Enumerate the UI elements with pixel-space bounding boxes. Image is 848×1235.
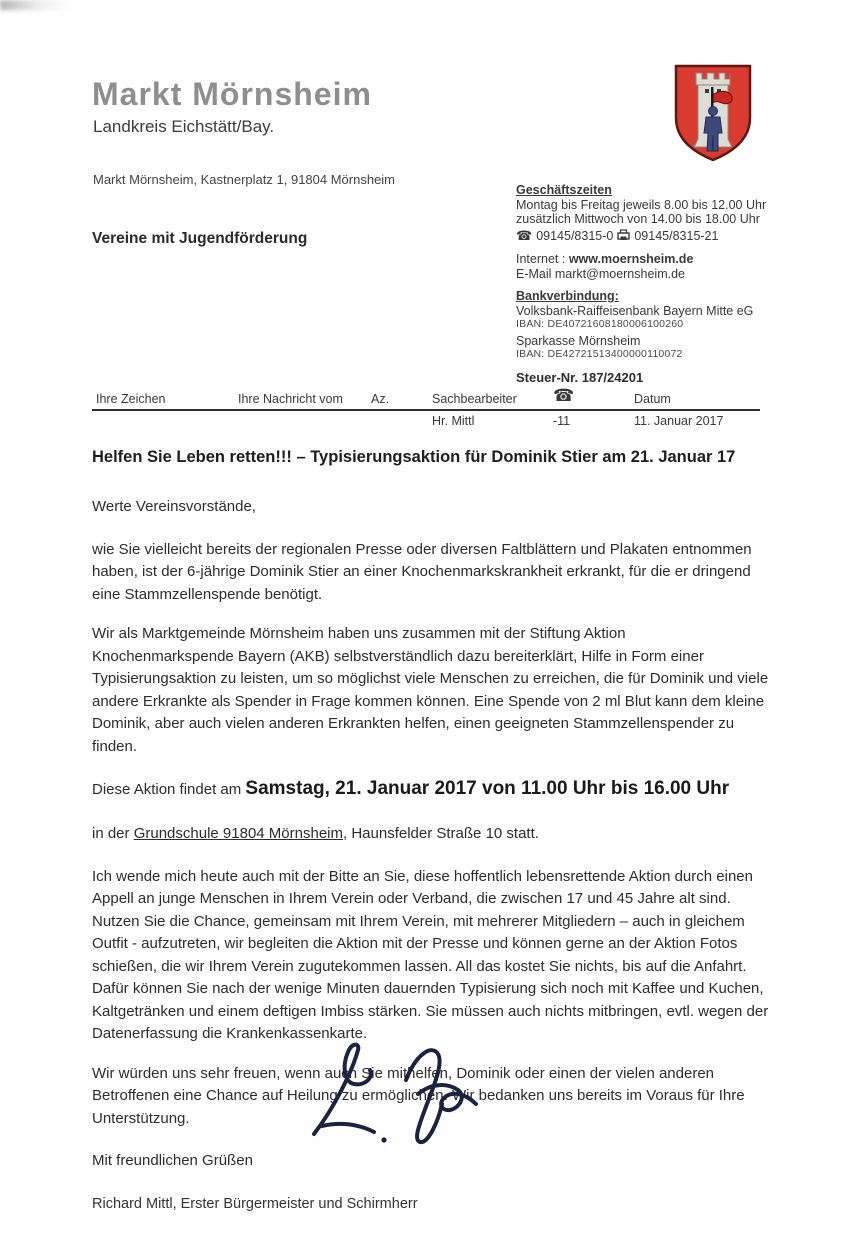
event-datetime: Samstag, 21. Januar 2017 von 11.00 Uhr bis 16.00 Uhr: [245, 778, 730, 799]
table-rule: [92, 409, 760, 411]
bank2-iban: IBAN: DE42721513400000110072: [516, 348, 683, 360]
paragraph-4: Wir würden uns sehr freuen, wenn auch Sie mithelfen, Dominik oder einen der vielen anderen Betroffenen eine Chance auf Heilung zu ermöglichen. Wir bedanken uns bereits im Voraus für Ihre Unterstützung.: [92, 1064, 745, 1127]
value-sachbearbeiter: Hr. Mittl: [432, 414, 475, 428]
sender-address-line: Markt Mörnsheim, Kastnerplatz 1, 91804 Mörnsheim: [93, 172, 396, 187]
event-date-line: [92, 775, 770, 803]
office-hours-line1: Montag bis Freitag jeweils 8.00 bis 12.00 Uhr: [516, 197, 767, 212]
closing-line: Mit freundlichen Grüßen: [92, 1152, 253, 1169]
paragraph-3: Ich wende mich heute auch mit der Bitte an Sie, diese hoffentlich lebensrettende Aktion durch einen Appell an junge Menschen in Ihrem Verein oder Verband, die zwischen 17 und 45 Jahre alt sind. Nutzen Sie die Chance, gemeinsam mit Ihrem Verein, mit mehrerer Mitgliedern – auch in gleichem Outfit - aufzutreten, wir begleiten die Aktion mit der Presse und können gerne an der Aktion Fotos schießen, die wir Ihrem Verein zugutekommen lassen. All das kostet Sie nichts, bis auf die Anfahrt. Dafür können Sie nach der wenige Minuten dauernden Typisierung sich noch mit Kaffee und Kuchen, Kaltgetränken und einem deftigen Imbiss stärken. Sie müssen auch nichts mitbringen, evtl. wegen der Datenerfassung die Krankenkassenkarte.: [92, 867, 769, 1042]
col-sachbearbeiter: Sachbearbeiter: [432, 392, 517, 406]
org-name: Markt Mörnsheim: [92, 76, 372, 112]
event-location-line: [92, 823, 770, 846]
office-hours-title: Geschäftszeiten: [516, 183, 612, 197]
office-hours-block: [516, 184, 768, 244]
crest-banner: [712, 91, 732, 103]
event-location-prefix: in der: [92, 825, 134, 842]
reference-table: [92, 386, 760, 430]
paragraph-1: wie Sie vielleicht bereits der regionalen Presse oder diversen Faltblättern und Plakaten entnommen haben, ist der 6-jährige Dominik Stier an einer Knochenmarkskrankheit erkrankt, für die er dringend eine Stammzellenspende benötigt.: [92, 540, 752, 603]
event-location: Grundschule 91804 Mörnsheim: [133, 825, 343, 842]
value-datum: 11. Januar 2017: [634, 414, 724, 428]
org-subtitle: Landkreis Eichstätt/Bay.: [93, 117, 275, 136]
event-location-suffix: , Haunsfelder Straße 10 statt.: [343, 825, 539, 842]
bank1-name: Volksbank-Raiffeisenbank Bayern Mitte eG: [516, 303, 754, 318]
coat-of-arms-icon: [672, 63, 754, 163]
web-contact-block: [516, 253, 768, 281]
email-link[interactable]: E-Mail markt@moernsheim.de: [516, 266, 685, 281]
letterhead-info-column: [516, 184, 768, 384]
phone-icon: ☎: [553, 386, 575, 405]
fax-icon: [617, 229, 630, 245]
office-hours-line2: zusätzlich Mittwoch von 14.00 bis 18.00 Uhr: [516, 212, 760, 226]
col-ihre-zeichen: Ihre Zeichen: [96, 392, 166, 406]
signature-caption: Richard Mittl, Erster Bürgermeister und Schirmherr: [92, 1195, 418, 1212]
event-prefix: Diese Aktion findet am: [92, 781, 246, 798]
phone-icon: ☎: [516, 228, 533, 244]
col-datum: Datum: [634, 392, 671, 406]
bank2-name: Sparkasse Mörnsheim: [516, 333, 641, 348]
paragraph-2: Wir als Marktgemeinde Mörnsheim haben uns zusammen mit der Stiftung Aktion Knochenmarkspende Bayern (AKB) selbstverständlich dazu bereiterklärt, Hilfe in Form einer Typisierungsaktion zu leisten, um so möglichst viele Menschen zu erreichen, die für Dominik und viele andere Erkrankte als Spender in Frage kommen können. Eine Spende von 2 ml Blut kann dem kleine Dominik, aber auch vielen anderen Erkrankten helfen, einen geeigneten Stammzellenspender zu finden.: [92, 625, 769, 755]
value-phone-ext: -11: [553, 414, 571, 428]
fax-number: 09145/8315-21: [634, 228, 719, 243]
bank-details-block: [516, 290, 768, 362]
phone-number: 09145/8315-0: [536, 228, 614, 243]
recipient-group-label: Vereine mit Jugendförderung: [92, 230, 308, 247]
bank-details-title: Bankverbindung:: [516, 289, 619, 303]
website-link[interactable]: www.moernsheim.de: [568, 252, 694, 266]
tax-number: Steuer-Nr. 187/24201: [516, 369, 644, 385]
salutation: Werte Vereinsvorstände,: [92, 498, 256, 515]
handwritten-signature: [300, 1038, 490, 1153]
scan-artifact: [0, 0, 70, 10]
col-ihre-nachricht: Ihre Nachricht vom: [238, 392, 343, 406]
subject-line: Helfen Sie Leben retten!!! – Typisierungsaktion für Dominik Stier am 21. Januar 17: [92, 448, 736, 466]
bank1-iban: IBAN: DE40721608180006100260: [516, 318, 684, 330]
col-az: Az.: [371, 392, 390, 406]
internet-label: Internet :: [516, 252, 566, 266]
